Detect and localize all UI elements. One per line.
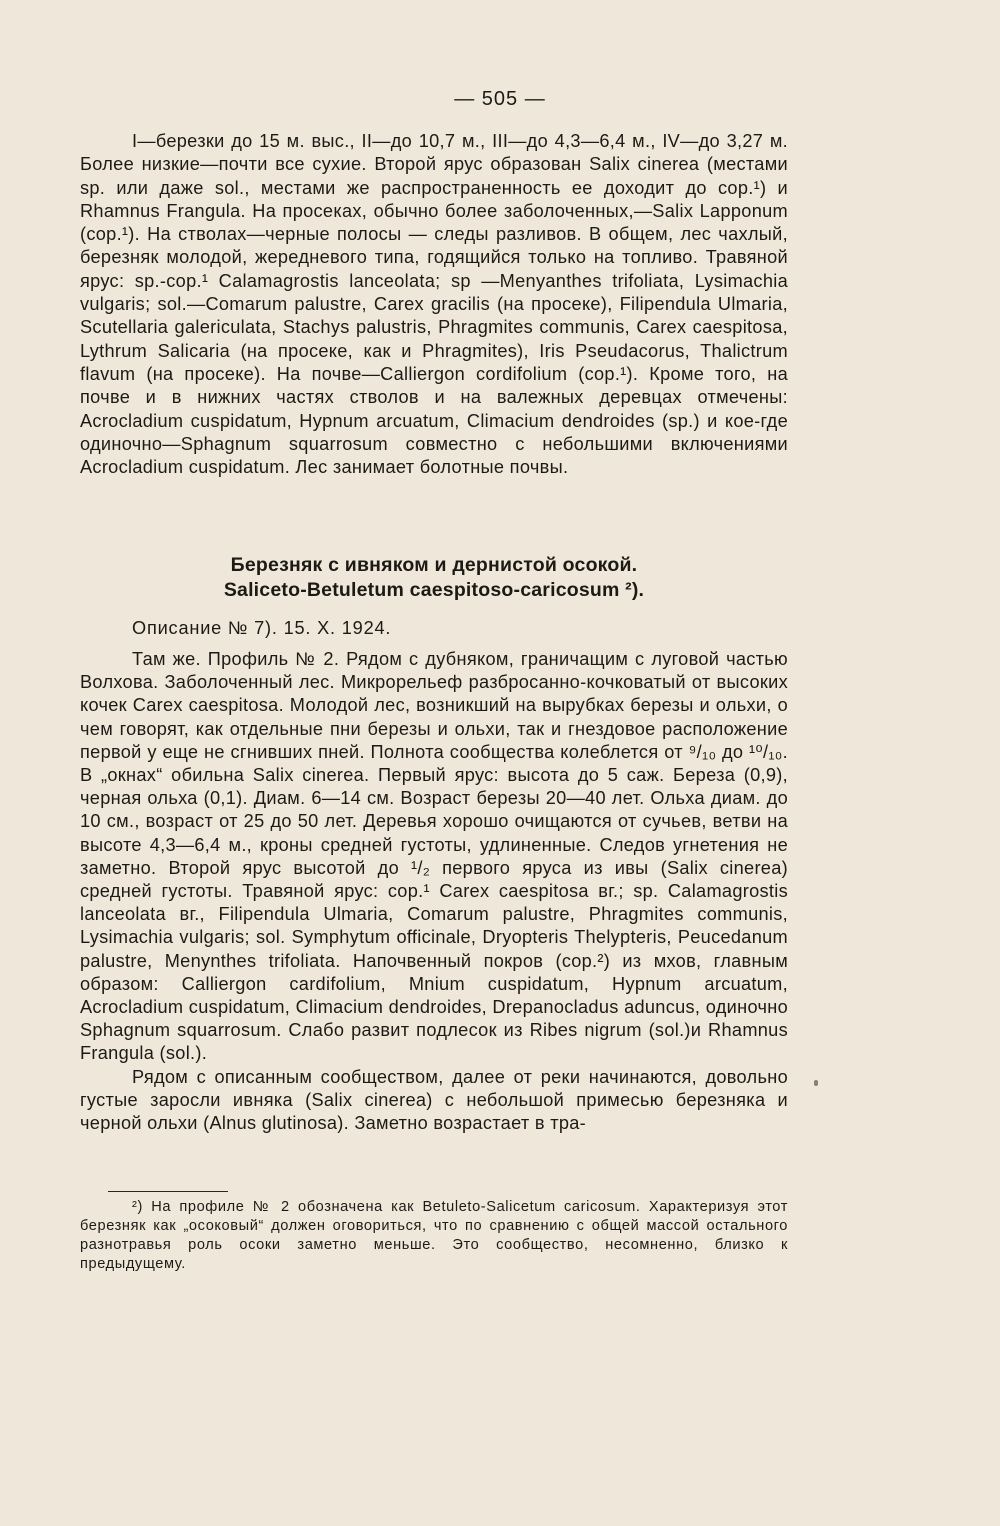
footnote	[80, 1198, 788, 1274]
paragraph: I—березки до 15 м. выс., II—до 10,7 м., III—до 4,3—6,4 м., IV—до 3,27 м. Более низкие—почти все сухие. Второй ярус образован Salix cinerea (местами sp. или даже sol., местами же распространенность ее доходит до cop.¹) и Rhamnus Frangula. На просеках, обычно более заболоченных,—Salix Lapponum (cop.¹). На стволах—черные полосы — следы разливов. В общем, лес чахлый, березняк молодой, жередневого типа, годящийся только на топливо. Травяной ярус: sp.-cop.¹ Calamagrostis lanceolata; sp —Menyanthes trifoliata, Lysimachia vulgaris; sol.—Comarum palustre, Carex gracilis (на просеке), Filipendula Ulmaria, Scutellaria galericulata, Stachys palustris, Phragmites communis, Carex caespitosa, Lythrum Salicaria (на просеке, как и Phragmites), Iris Pseudacorus, Thalictrum flavum (на просеке). На почве—Calliergon cordifolium (cop.¹). Кроме того, на почве и в нижних частях стволов и на валежных деревцах отмечены: Acrocladium cuspidatum, Hypnum arcuatum, Climacium dendroides (sp.) и кое-где одиночно—Sphagnum squarrosum совместно с небольшими включениями Acrocladium cuspidatum. Лес занимает болотные почвы.	[80, 131, 788, 478]
paragraph: Там же. Профиль № 2. Рядом с дубняком, граничащим с луговой частью Волхова. Заболоченный лес. Микрорельеф разбросанно-кочковатый от высоких кочек Carex caespitosa. Молодой лес, возникший на вырубках березы и ольхи, о чем говорят, как отдельные пни березы и ольхи, так и гнездовое расположение первой у еще не сгнивших пней. Полнота сообщества колеблется от ⁹/₁₀ до ¹⁰/₁₀. В „окнах“ обильна Salix cinerea. Первый ярус: высота до 5 саж. Береза (0,9), черная ольха (0,1). Диам. 6—14 см. Возраст березы 20—40 лет. Ольха диам. до 10 см., возраст от 25 до 50 лет. Деревья хорошо очищаются от сучьев, ветви на высоте 4,3—6,4 м., кроны средней густоты, удлиненные. Следов угнетения не заметно. Второй ярус высотой до ¹/₂ первого яруса из ивы (Salix cinerea) средней густоты. Травяной ярус: cop.¹ Carex caespitosa вг.; sp. Calamagrostis lanceolata вг., Filipendula Ulmaria, Comarum palustre, Phragmites communis, Lysimachia vulgaris; sol. Symphytum officinale, Dryopteris Thelypteris, Peucedanum palustre, Menynthes trifoliata. Напочвенный покров (cop.²) из мхов, главным образом: Calliergon cardifolium, Mnium cuspidatum, Hypnum arcuatum, Acrocladium cuspidatum, Climacium dendroides, Drepanocladus aduncus, одиночно Sphagnum squarrosum. Слабо развит подлесок из Ribes nigrum (sol.)и Rhamnus Frangula (sol.).	[80, 649, 788, 1064]
section-heading	[80, 553, 788, 603]
heading-russian: Березняк с ивняком и дернистой осокой.	[230, 554, 638, 576]
heading-latin: Saliceto-Betuletum caespitoso-caricosum ²).	[223, 579, 645, 601]
paragraph: Рядом с описанным сообществом, далее от реки начинаются, довольно густые заросли ивняка (Salix cinerea) с небольшой примесью березняка и черной ольхи (Alnus glutinosa). Заметно возрастает в тра-	[80, 1066, 788, 1134]
page-number: — 505 —	[454, 88, 546, 110]
body-text-main	[80, 648, 788, 1135]
body-text-top	[80, 130, 788, 479]
footnote-text: ²) На профиле № 2 обозначена как Betuleto-Salicetum caricosum. Характеризуя этот березняк как „осоковый“ должен оговориться, что по сравнению с общей массой остального разнотравья роль осоки заметно меньше. Это сообщество, несомненно, близко к предыдущему.	[80, 1199, 788, 1272]
paper-spot	[814, 1080, 818, 1086]
description-line: Описание № 7). 15. X. 1924.	[132, 618, 392, 638]
footnote-rule	[108, 1191, 228, 1192]
